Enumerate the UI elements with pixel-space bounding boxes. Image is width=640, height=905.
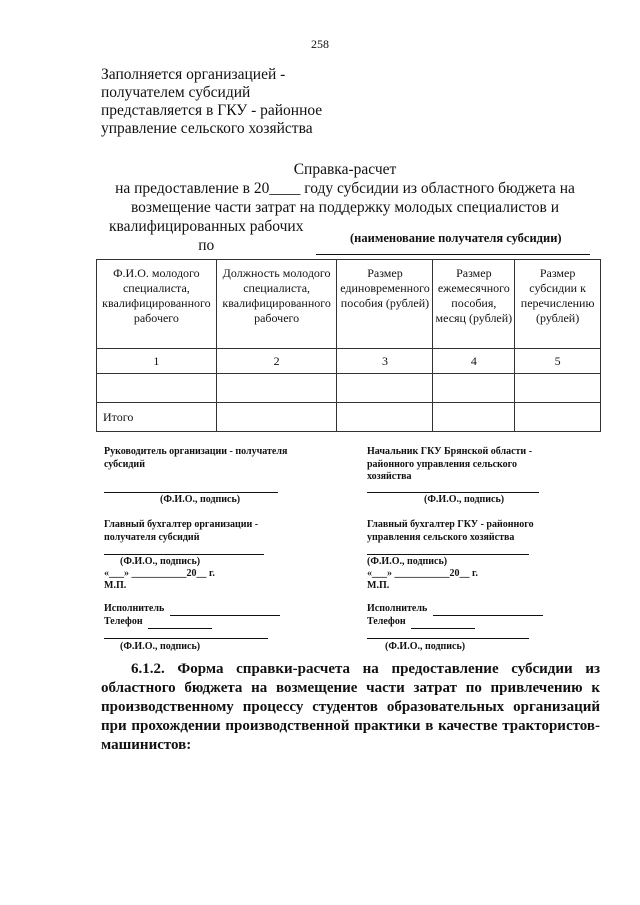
total-label: Итого (97, 403, 217, 432)
left-head-fio-caption: (Ф.И.О., подпись) (160, 494, 241, 505)
total-row (97, 403, 601, 432)
header-note-line: получателем субсидий (101, 84, 251, 101)
column-number: 4 (433, 349, 515, 374)
column-header: Размер субсидии к перечислению (рублей) (515, 260, 601, 349)
column-number: 1 (97, 349, 217, 374)
right-phone-label: Телефон (367, 616, 406, 627)
right-executor-fio-caption: (Ф.И.О., подпись) (385, 641, 466, 652)
right-head-signature-line[interactable] (367, 492, 539, 493)
title-line-1: Справка-расчет (293, 161, 397, 178)
header-note-line: представляется в ГКУ - районное (101, 102, 323, 119)
table-row (97, 374, 601, 403)
section-paragraph (101, 660, 600, 755)
left-accountant-title: Главный бухгалтер организации - получателя субсидий (104, 519, 259, 543)
right-head-fio-caption: (Ф.И.О., подпись) (424, 494, 505, 505)
left-executor-row (104, 603, 280, 616)
right-head-title: Начальник ГКУ Брянской области - районного управления сельского хозяйства (367, 446, 533, 482)
right-stamp: М.П. (367, 580, 390, 591)
column-number: 3 (337, 349, 433, 374)
left-executor-fio-caption: (Ф.И.О., подпись) (120, 641, 201, 652)
left-executor-label: Исполнитель (104, 603, 165, 614)
table-cell[interactable] (433, 374, 515, 403)
left-date-line: «___» ___________20__ г. (104, 568, 215, 579)
right-accountant-title: Главный бухгалтер ГКУ - районного управления сельского хозяйства (367, 519, 534, 543)
right-executor-row (367, 603, 543, 616)
right-accountant-fio-caption: (Ф.И.О., подпись) (367, 556, 448, 567)
header-note (101, 66, 361, 138)
title-line-2: на предоставление в 20____ году субсидии из областного бюджета на (115, 180, 575, 197)
table-cell[interactable] (433, 403, 515, 432)
table-cell[interactable] (515, 403, 601, 432)
header-note-line: Заполняется организацией - (101, 66, 286, 83)
column-number: 2 (216, 349, 337, 374)
right-executor-signature-line[interactable] (367, 638, 529, 639)
column-number: 5 (515, 349, 601, 374)
column-header: Должность молодого специалиста, квалифицированного рабочего (216, 260, 337, 349)
table-cell[interactable] (337, 374, 433, 403)
right-executor-label: Исполнитель (367, 603, 428, 614)
left-executor-signature-line[interactable] (104, 638, 268, 639)
header-note-line: управление сельского хозяйства (101, 120, 313, 137)
calculation-table (96, 259, 601, 432)
right-date-line: «___» ___________20__ г. (367, 568, 478, 579)
table-cell[interactable] (216, 374, 337, 403)
left-head-title: Руководитель организации - получателя субсидий (104, 446, 288, 470)
column-header: Размер единовременного пособия (рублей) (337, 260, 433, 349)
title-line-3: возмещение части затрат на поддержку молодых специалистов и (130, 199, 560, 216)
left-executor-line[interactable] (170, 605, 280, 616)
paragraph-text: 6.1.2. Форма справки-расчета на предоставление субсидии из областного бюджета на возмещение части затрат по привлечению к производственному процессу студентов образовательных организаций при прохождении производственной практики в качестве трактористов-машинистов: (101, 661, 600, 753)
left-accountant-fio-caption: (Ф.И.О., подпись) (120, 556, 201, 567)
right-phone-row (367, 616, 475, 629)
page-number: 258 (311, 37, 329, 51)
right-phone-line[interactable] (411, 618, 475, 629)
left-stamp: М.П. (104, 580, 127, 591)
column-header: Размер ежемесячного пособия, месяц (рублей) (433, 260, 515, 349)
column-number-row (97, 349, 601, 374)
left-phone-label: Телефон (104, 616, 143, 627)
left-accountant-signature-line[interactable] (104, 554, 264, 555)
right-executor-line[interactable] (433, 605, 543, 616)
left-head-signature-line[interactable] (104, 492, 278, 493)
column-header: Ф.И.О. молодого специалиста, квалифицированного рабочего (97, 260, 217, 349)
table-cell[interactable] (337, 403, 433, 432)
title-line-4-text: квалифицированных рабочих по (109, 218, 304, 254)
recipient-caption: (наименование получателя субсидии) (350, 231, 562, 245)
table-cell[interactable] (97, 374, 217, 403)
right-accountant-signature-line[interactable] (367, 554, 529, 555)
left-phone-row (104, 616, 212, 629)
table-header-row (97, 260, 601, 349)
table-cell[interactable] (216, 403, 337, 432)
left-phone-line[interactable] (148, 618, 212, 629)
table-cell[interactable] (515, 374, 601, 403)
